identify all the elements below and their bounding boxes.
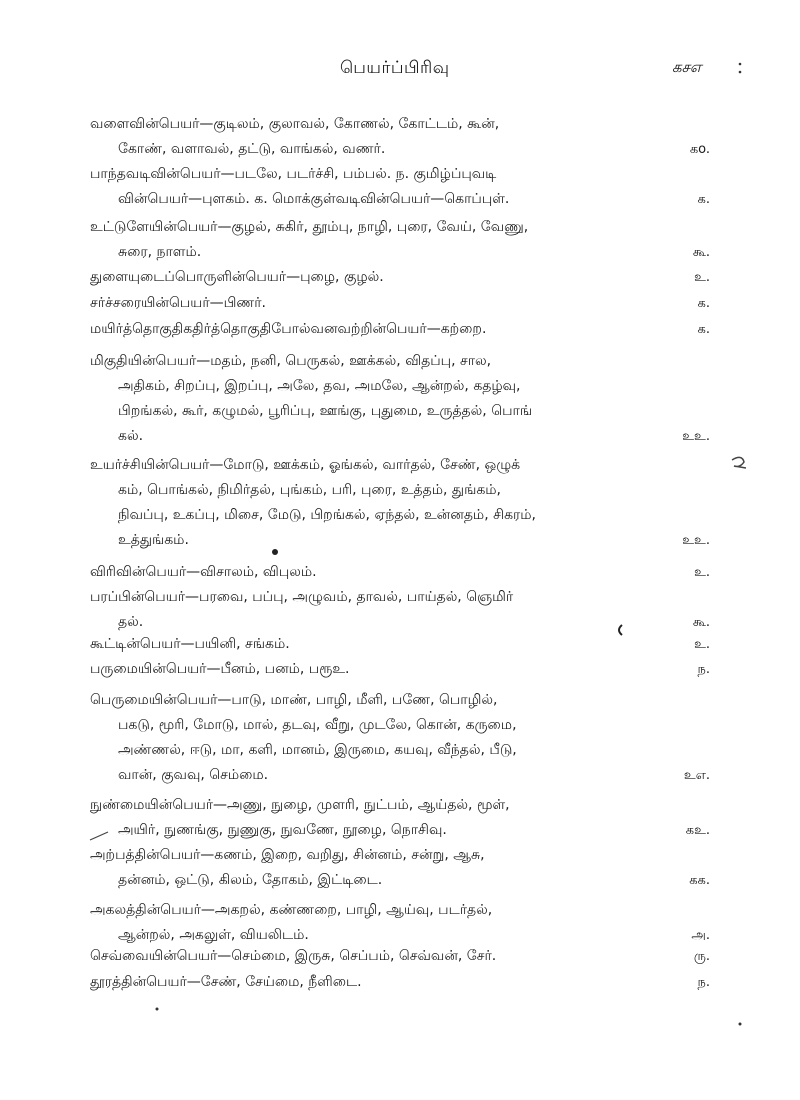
entry-line: கம், பொங்கல், நிமிர்தல், புங்கம், பரி, புரை, உத்தம், துங்கம்,: [118, 482, 501, 498]
page-header: [0, 58, 800, 88]
entry-line: பிறங்கல், கூர், கழுமல், பூரிப்பு, ஊங்கு, புதுமை, உருத்தல், பொங்: [118, 403, 533, 419]
entry-count: ந.: [697, 662, 710, 677]
entry-line: விரிவின்பெயர்—விசாலம், விபுலம்.: [90, 564, 317, 580]
entry-line: செவ்வையின்பெயர்—செம்மை, இருசு, செப்பம், செவ்வன், சேர்.: [90, 948, 497, 964]
entry-line: வின்பெயர்—புளகம். க. மொக்குள்வடிவின்பெயர்—கொப்புள்.: [118, 191, 510, 207]
entry-count: க.: [697, 296, 710, 311]
entry-line: அற்பத்தின்பெயர்—கணம், இறை, வறிது, சின்னம், சன்று, ஆசு,: [90, 847, 485, 863]
entry-line: உட்டுளேயின்பெயர்—குழல், சுகிர், தூம்பு, நாழி, புரை, வேய், வேணு,: [90, 219, 529, 235]
entry-count: உஉ.: [682, 533, 710, 548]
entry-line: அதிகம், சிறப்பு, இறப்பு, அலே, தவ, அமலே, ஆன்றல், கதழ்வு,: [118, 378, 521, 394]
entry-line: துளையுடைப்பொருளின்பெயர்—புழை, குழல்.: [90, 269, 384, 285]
entry-count: க.: [697, 192, 710, 207]
entry-line: பாந்தவடிவின்பெயர்—படலே, படர்ச்சி, பம்பல். ந. குமிழ்ப்புவடி: [90, 166, 497, 182]
entry-count: கூ.: [692, 615, 710, 630]
page-title: பெயர்ப்பிரிவு: [340, 58, 450, 78]
entry-subtlety: [90, 793, 710, 843]
entry-bulk: [90, 657, 710, 682]
entry-line: அண்ணல், ஈடு, மா, களி, மானம், இருமை, கயவு, வீந்தல், பீடு,: [118, 742, 517, 758]
scan-speck: [153, 1005, 161, 1013]
entry-count: ரு.: [693, 949, 710, 964]
entry-line: பருமையின்பெயர்—பீனம், பனம், பரூஉ.: [90, 661, 350, 677]
entry-height: [90, 453, 710, 553]
entry-count: உ.: [694, 637, 710, 652]
entry-count: உ.: [694, 270, 710, 285]
entry-line: பெருமையின்பெயர்—பாடு, மாண், பாழி, மீளி, பணே, பொழில்,: [90, 692, 498, 708]
entry-line: வான், குவவு, செம்மை.: [118, 767, 269, 783]
entry-line: கல்.: [118, 428, 144, 444]
entry-line: நிவப்பு, உகப்பு, மிசை, மேடு, பிறங்கல், ஏந்தல், உன்னதம், சிகரம்,: [118, 507, 536, 523]
entry-line: தல்.: [118, 614, 144, 630]
entry-line: மயிர்த்தொகுதிகதிர்த்தொகுதிபோல்வனவற்றின்பெயர்—கற்றை.: [90, 321, 487, 337]
margin-pencil-stroke: [88, 826, 112, 846]
entry-line: கோண், வளாவல், தட்டு, வாங்கல், வணர்.: [118, 141, 386, 157]
entry-curvature: [90, 112, 710, 162]
entry-count: உ.: [694, 565, 710, 580]
entry-line: அயிர், நுணங்கு, நுணுகு, நுவணே, நூழை, நொசிவு.: [118, 822, 447, 838]
entry-line: சுரை, நாளம்.: [118, 244, 202, 260]
entry-shape: [90, 162, 710, 212]
entry-line: ஆன்றல், அகலுள், வியலிடம்.: [118, 927, 309, 943]
entry-breadth: [90, 560, 710, 585]
page-number: கசஎ: [672, 58, 702, 76]
margin-pencil-mark: [728, 454, 758, 474]
entry-hollow: [90, 215, 710, 265]
scan-speck: [736, 1020, 744, 1028]
entry-line: பரப்பின்பெயர்—பரவை, பப்பு, அழுவம், தாவல், பாய்தல், ஞெமிர்: [90, 589, 514, 605]
entry-count: உஉ.: [682, 429, 710, 444]
entry-line: தூரத்தின்பெயர்—சேண், சேய்மை, நீளிடை.: [90, 974, 362, 990]
entry-line: அகலத்தின்பெயர்—அகறல், கண்ணறை, பாழி, ஆய்வு, படர்தல்,: [90, 902, 493, 918]
entry-line: தன்னம், ஒட்டு, கிலம், தோகம், இட்டிடை.: [118, 872, 383, 888]
scan-speck: [271, 548, 279, 556]
entry-count: ந.: [697, 975, 710, 990]
entry-line: உயர்ச்சியின்பெயர்—மோடு, ஊக்கம், ஓங்கல், வார்தல், சேண், ஒழுக்: [90, 457, 521, 473]
entry-count: அ.: [691, 928, 710, 943]
entry-count: கo.: [689, 142, 710, 157]
entry-line: வளைவின்பெயர்—குடிலம், குலாவல், கோணல், கோட்டம், கூன்,: [90, 116, 500, 132]
entry-line: பகடு, மூரி, மோடு, மால், தடவு, வீறு, முடலே, கொன், கருமை,: [118, 717, 517, 733]
entry-count: கூ.: [692, 245, 710, 260]
entry-distance: [90, 970, 710, 995]
entry-abundance: [90, 349, 710, 449]
entry-cluster: [90, 317, 710, 342]
entry-line: நுண்மையின்பெயர்—அணு, நுழை, முளரி, நுட்பம், ஆய்தல், மூள்,: [90, 797, 510, 813]
scan-speck: [736, 60, 744, 76]
entry-width: [90, 898, 710, 948]
entry-line: கூட்டின்பெயர்—பயினி, சங்கம்.: [90, 636, 290, 652]
entry-count: உஎ.: [683, 768, 710, 783]
entry-straightness: [90, 944, 710, 969]
entry-smallness: [90, 843, 710, 893]
entry-count: க.: [697, 322, 710, 337]
entry-line: மிகுதியின்பெயர்—மதம், நனி, பெருகல், ஊக்கல், விதப்பு, சால,: [90, 353, 492, 369]
entry-count: கஉ.: [685, 823, 710, 838]
scan-speck: [615, 624, 625, 636]
entry-roughness: [90, 291, 710, 316]
entry-count: கக.: [689, 873, 710, 888]
entry-perforated: [90, 265, 710, 290]
entry-greatness: [90, 688, 710, 788]
entry-line: உத்துங்கம்.: [118, 532, 189, 548]
entry-line: சர்ச்சரையின்பெயர்—பிணர்.: [90, 295, 266, 311]
